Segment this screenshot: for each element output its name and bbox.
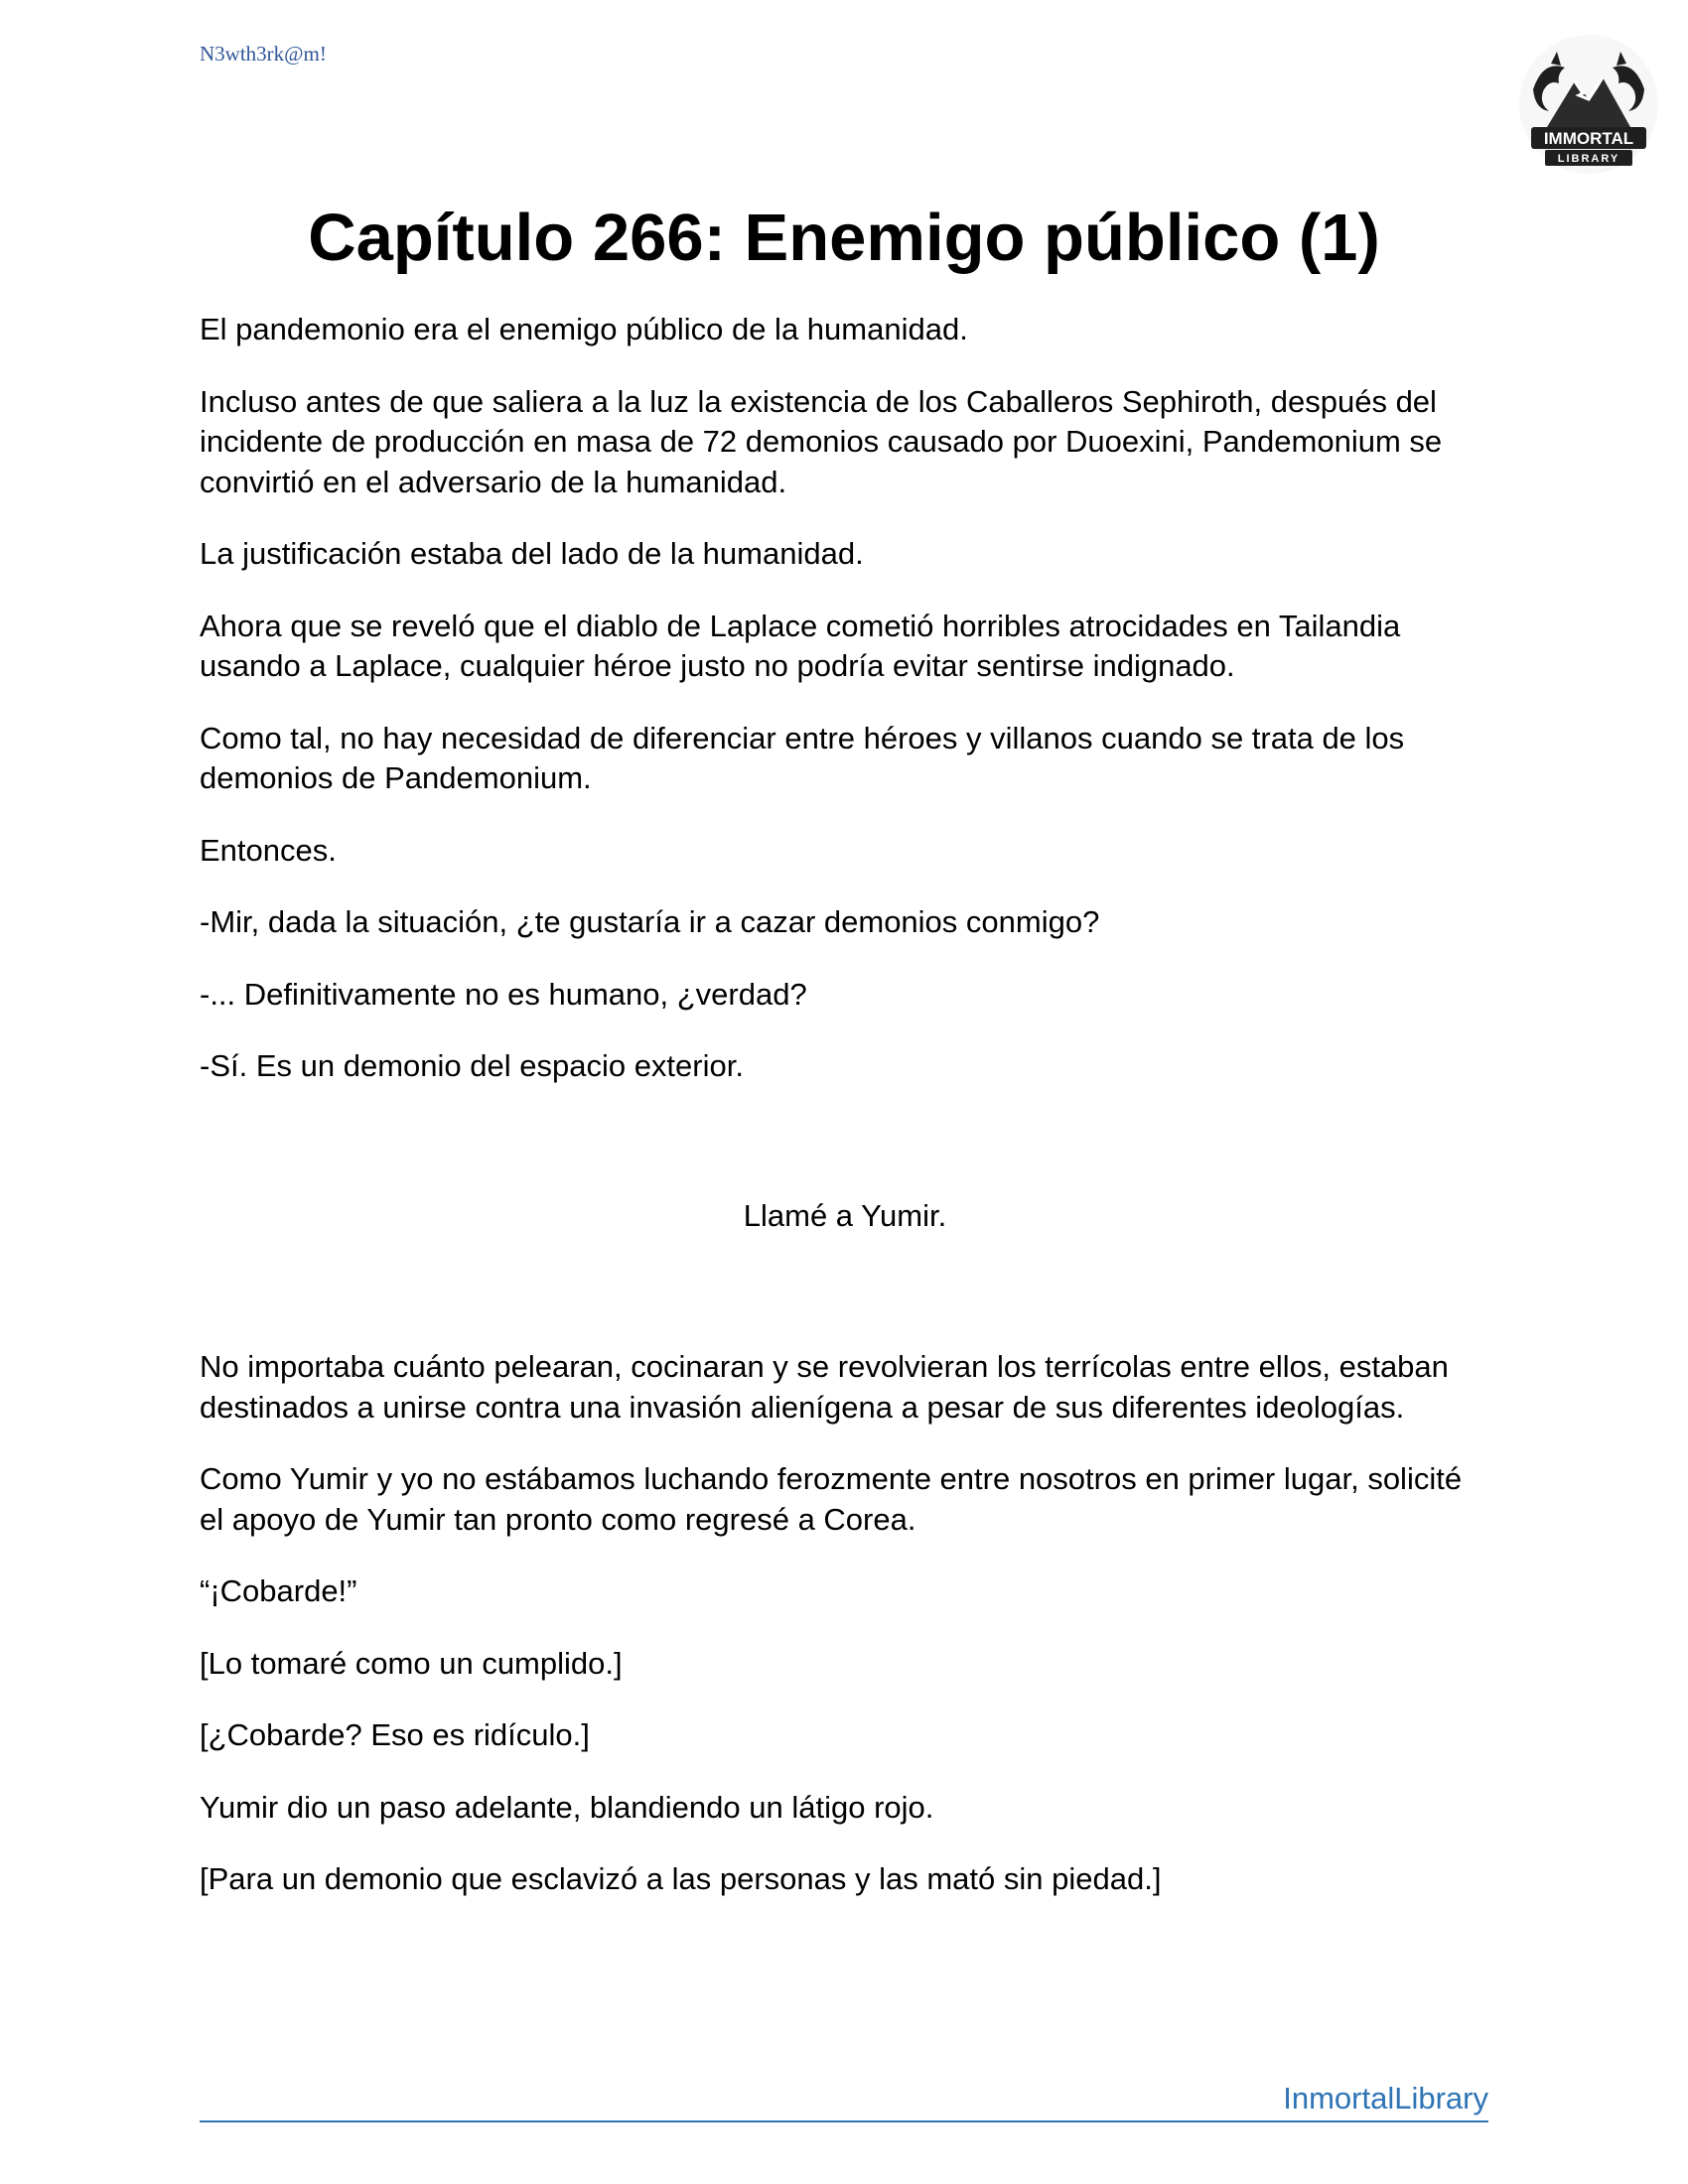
paragraph: La justificación estaba del lado de la humanidad. xyxy=(200,536,864,571)
paragraph: -... Definitivamente no es humano, ¿verdad? xyxy=(200,976,807,1012)
paragraph: Ahora que se reveló que el diablo de Laplace cometió horribles atrocidades en Tailandia usando a Laplace, cualquier héroe justo no podría evitar sentirse indignado. xyxy=(200,608,1401,683)
watermark-text: N3wth3rk@m! xyxy=(200,42,327,66)
chapter-title: Capítulo 266: Enemigo público (1) xyxy=(308,201,1380,275)
paragraph: Como tal, no hay necesidad de diferenciar entre héroes y villanos cuando se trata de los demonios de Pandemonium. xyxy=(200,720,1405,795)
paragraph: [Lo tomaré como un cumplido.] xyxy=(200,1645,623,1681)
paragraph: Entonces. xyxy=(200,832,337,868)
logo-text-library: LIBRARY xyxy=(1557,153,1620,165)
paragraph: Incluso antes de que saliera a la luz la existencia de los Caballeros Sephiroth, después del incidente de producción en masa de 72 demonios causado por Duoexini, Pandemonium se convirtió en el adversario de la humanidad. xyxy=(200,383,1443,499)
paragraph: [Para un demonio que esclavizó a las personas y las mató sin piedad.] xyxy=(200,1861,1162,1896)
paragraph: “¡Cobarde!” xyxy=(200,1573,357,1608)
logo-text-immortal: IMMORTAL xyxy=(1543,129,1634,148)
dragon-crest-icon xyxy=(1513,30,1664,179)
paragraph: Como Yumir y yo no estábamos luchando ferozmente entre nosotros en primer lugar, solicité el apoyo de Yumir tan pronto como regresé a Corea. xyxy=(200,1461,1463,1537)
paragraph: Yumir dio un paso adelante, blandiendo un látigo rojo. xyxy=(200,1789,934,1825)
chapter-body xyxy=(200,310,1490,1932)
paragraph: El pandemonio era el enemigo público de la humanidad. xyxy=(200,312,968,346)
immortal-library-logo xyxy=(1513,30,1664,179)
footer-link[interactable]: InmortalLibrary xyxy=(1283,2081,1488,2116)
scene-break-paragraph: Llamé a Yumir. xyxy=(743,1197,947,1233)
footer-divider xyxy=(200,2120,1488,2122)
paragraph: -Sí. Es un demonio del espacio exterior. xyxy=(200,1048,744,1083)
paragraph: No importaba cuánto pelearan, cocinaran y se revolvieran los terrícolas entre ellos, estaban destinados a unirse contra una invasión alienígena a pesar de sus diferentes ideologías. xyxy=(200,1349,1449,1425)
paragraph: -Mir, dada la situación, ¿te gustaría ir a cazar demonios conmigo? xyxy=(200,904,1100,939)
paragraph: [¿Cobarde? Eso es ridículo.] xyxy=(200,1717,590,1752)
